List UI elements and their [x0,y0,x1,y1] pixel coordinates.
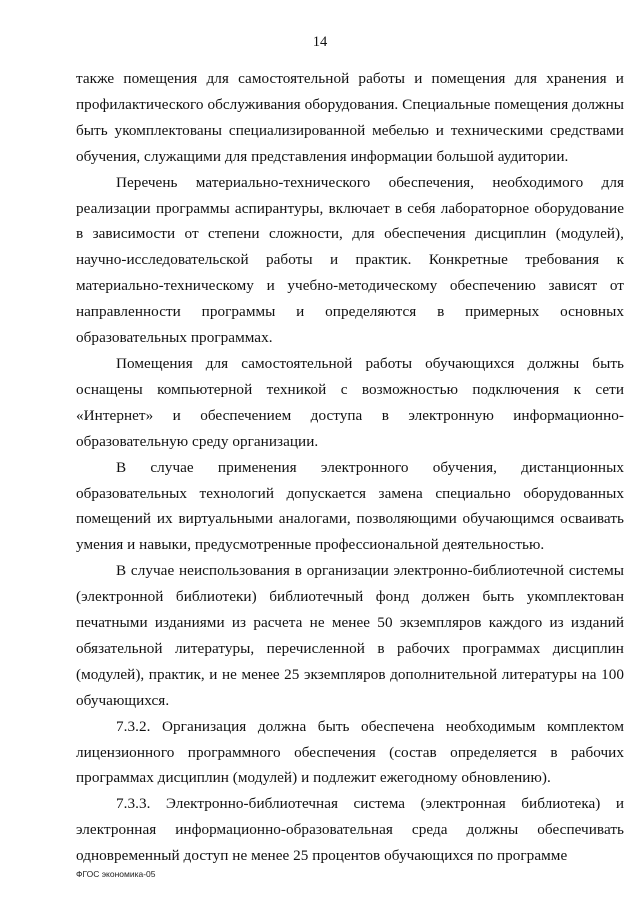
paragraph-self-study-rooms: Помещения для самостоятельной работы обучающихся должны быть оснащены компьютерной техникой с возможностью подключения к сети «Интернет» и обеспечением доступа в электронную информационно-образовательную среду организации. [76,354,624,450]
footer-document-code: ФГОС экономика-05 [76,869,156,879]
paragraph-equipment-list: Перечень материально-технического обеспечения, необходимого для реализации программы аспирантуры, включает в себя лабораторное оборудование в зависимости от степени сложности, для обеспечения дисциплин (модулей), научно-исследовательской работы и практик. Конкретные требования к материально-техническому и учебно-методическому обеспечению зависят от направленности программы и определяются в примерных основных образовательных программах. [76,173,624,347]
paragraph-continuation: также помещения для самостоятельной работы и помещения для хранения и профилактического обслуживания оборудования. Специальные помещения должны быть укомплектованы специализированной мебелью и техническими средствами обучения, служащими для представления информации большой аудитории. [76,70,624,165]
paragraph-e-learning: В случае применения электронного обучения, дистанционных образовательных технологий допускается замена специально оборудованных помещений их виртуальными аналогами, позволяющими обучающимся осваивать умения и навыки, предусмотренные профессиональной деятельностью. [76,458,624,554]
document-body [76,66,624,869]
paragraph-7-3-3: 7.3.3. Электронно-библиотечная система (электронная библиотека) и электронная информационно-образовательная среда должны обеспечивать одновременный доступ не менее 25 процентов обучающихся по программе [76,795,624,865]
page-number: 14 [312,34,328,50]
paragraph-library-fund: В случае неиспользования в организации электронно-библиотечной системы (электронной библиотеки) библиотечный фонд должен быть укомплектован печатными изданиями из расчета не менее 50 экземпляров каждого из изданий обязательной литературы, перечисленной в рабочих программах дисциплин (модулей), практик, и не менее 25 экземпляров дополнительной литературы на 100 обучающихся. [76,562,624,709]
paragraph-7-3-2: 7.3.2. Организация должна быть обеспечена необходимым комплектом лицензионного программного обеспечения (состав определяется в рабочих программах дисциплин (модулей) и подлежит ежегодному обновлению). [76,717,624,787]
